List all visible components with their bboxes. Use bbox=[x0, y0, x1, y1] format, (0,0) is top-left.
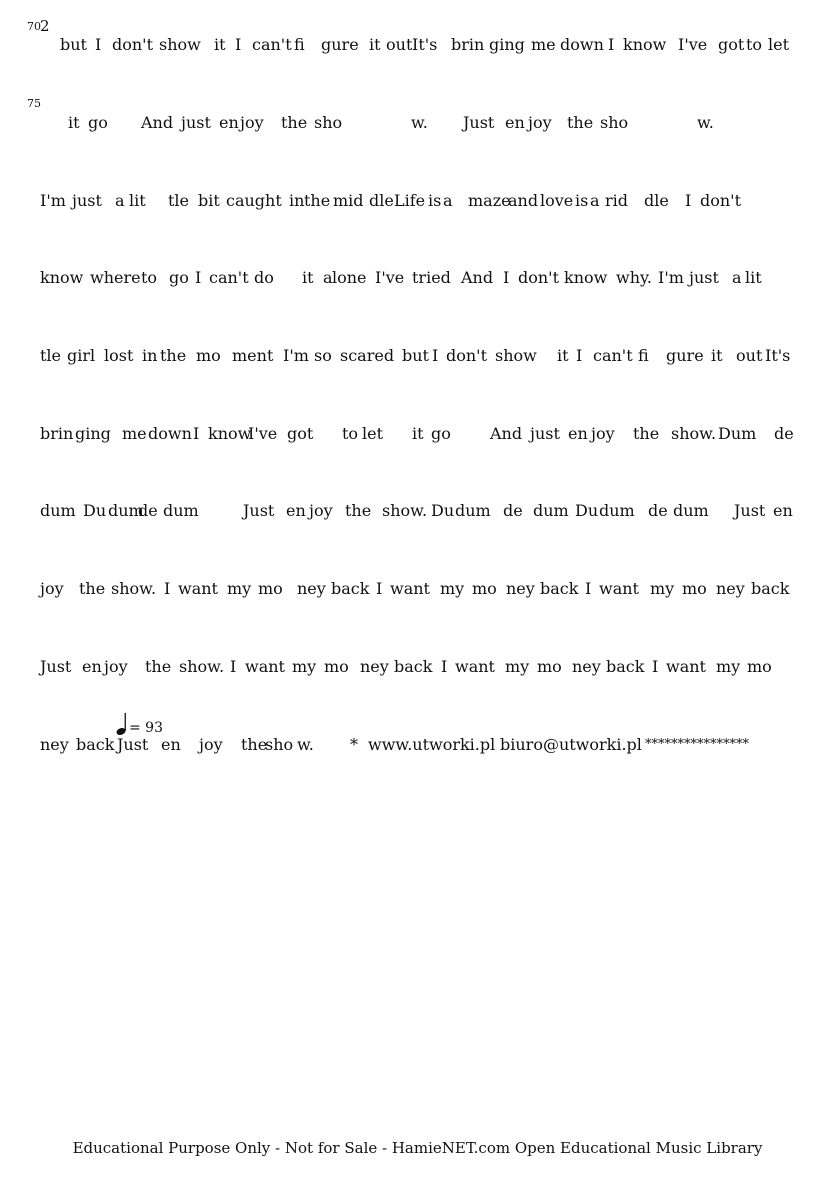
lyric-syllable: sho bbox=[314, 113, 343, 132]
tempo-value: = 93 bbox=[129, 720, 163, 736]
lyric-syllable: got bbox=[718, 35, 745, 54]
lyric-syllable: ney bbox=[360, 657, 389, 676]
lyric-syllable: just bbox=[181, 113, 211, 132]
lyric-syllable: a bbox=[732, 268, 742, 287]
lyric-syllable: Just bbox=[117, 735, 149, 754]
lyric-syllable: a bbox=[443, 191, 453, 210]
lyric-syllable: en bbox=[286, 501, 306, 520]
lyric-syllable: want bbox=[245, 657, 285, 676]
lyric-syllable: de bbox=[774, 424, 794, 443]
lyric-syllable: just bbox=[530, 424, 560, 443]
lyric-syllable: I bbox=[376, 579, 383, 598]
lyric-syllable: down bbox=[560, 35, 604, 54]
lyric-syllable: know bbox=[208, 424, 252, 443]
lyric-syllable: lit bbox=[745, 268, 762, 287]
lyric-syllable: w. bbox=[411, 113, 428, 132]
lyric-syllable: it bbox=[214, 35, 226, 54]
lyric-syllable: Du bbox=[431, 501, 455, 520]
lyric-syllable: I bbox=[432, 346, 439, 365]
lyric-syllable: I'm bbox=[283, 346, 309, 365]
lyric-syllable: mo bbox=[472, 579, 497, 598]
lyric-syllable: the bbox=[345, 501, 372, 520]
lyric-syllable: it bbox=[68, 113, 80, 132]
lyric-syllable: my bbox=[650, 579, 675, 598]
measure-number: 75 bbox=[27, 97, 41, 110]
lyric-syllable: joy bbox=[591, 424, 615, 443]
lyric-syllable: brin bbox=[40, 424, 74, 443]
lyric-syllable: want bbox=[455, 657, 495, 676]
lyric-syllable: **************** bbox=[645, 737, 749, 752]
lyric-syllable: back bbox=[331, 579, 370, 598]
lyric-syllable: just bbox=[689, 268, 719, 287]
lyric-syllable: lone bbox=[332, 268, 367, 287]
lyric-syllable: Du bbox=[575, 501, 599, 520]
lyric-syllable: It's bbox=[765, 346, 791, 365]
lyric-syllable: joy bbox=[240, 113, 264, 132]
lyric-syllable: w. bbox=[297, 735, 314, 754]
lyric-syllable: a bbox=[590, 191, 600, 210]
lyric-syllable: to bbox=[342, 424, 359, 443]
lyric-syllable: Life bbox=[394, 191, 426, 210]
lyric-syllable: I bbox=[585, 579, 592, 598]
lyric-syllable: ging bbox=[489, 35, 525, 54]
lyric-syllable: de bbox=[138, 501, 158, 520]
lyric-syllable: I bbox=[164, 579, 171, 598]
lyric-syllable: mo bbox=[258, 579, 283, 598]
lyric-syllable: I bbox=[193, 424, 200, 443]
lyric-syllable: go bbox=[431, 424, 451, 443]
lyric-syllable: is bbox=[428, 191, 442, 210]
lyric-syllable: I bbox=[608, 35, 615, 54]
lyric-syllable: it bbox=[412, 424, 424, 443]
lyric-syllable: why. bbox=[616, 268, 652, 287]
lyric-syllable: en bbox=[219, 113, 239, 132]
tempo-marking bbox=[116, 712, 163, 736]
lyric-syllable: tried bbox=[412, 268, 451, 287]
lyric-syllable: de bbox=[648, 501, 668, 520]
lyric-syllable: scared bbox=[340, 346, 395, 365]
lyric-syllable: want bbox=[666, 657, 706, 676]
lyric-syllable: I bbox=[441, 657, 448, 676]
lyric-syllable: en bbox=[568, 424, 588, 443]
footer-notice: Educational Purpose Only - Not for Sale - HamieNET.com Open Educational Music Library bbox=[72, 1139, 763, 1157]
lyric-syllable: want bbox=[599, 579, 639, 598]
lyric-syllable: ney bbox=[297, 579, 326, 598]
measure-number: 70 bbox=[27, 20, 41, 33]
lyric-syllable: dum bbox=[455, 501, 491, 520]
lyric-syllable: ney bbox=[716, 579, 745, 598]
lyric-syllable: but bbox=[402, 346, 429, 365]
lyric-syllable: I bbox=[95, 35, 102, 54]
lyric-syllable: ney bbox=[572, 657, 601, 676]
lyric-syllable: know bbox=[40, 268, 84, 287]
lyric-syllable: me bbox=[531, 35, 556, 54]
lyric-syllable: I've bbox=[375, 268, 405, 287]
lyric-syllable: in bbox=[289, 191, 305, 210]
lyric-syllable: it bbox=[369, 35, 381, 54]
lyric-syllable: joy bbox=[309, 501, 333, 520]
lyric-syllable: back bbox=[606, 657, 645, 676]
lyric-syllable: dum bbox=[533, 501, 569, 520]
lyric-syllable: my bbox=[716, 657, 741, 676]
lyric-syllable: joy bbox=[104, 657, 128, 676]
lyric-syllable: where bbox=[90, 268, 141, 287]
lyric-syllable: got bbox=[287, 424, 314, 443]
lyric-syllable: down bbox=[148, 424, 192, 443]
lyric-syllable: ney bbox=[506, 579, 535, 598]
lyric-syllable: gure bbox=[321, 35, 359, 54]
lyric-syllable: the bbox=[145, 657, 172, 676]
lyric-syllable: And bbox=[461, 268, 494, 287]
lyric-syllable: I bbox=[652, 657, 659, 676]
lyric-syllable: joy bbox=[528, 113, 552, 132]
lyric-syllable: my bbox=[292, 657, 317, 676]
lyric-syllable: I bbox=[503, 268, 510, 287]
lyric-syllable: ment bbox=[232, 346, 274, 365]
lyric-syllable: dum bbox=[108, 501, 144, 520]
lyric-syllable: tle bbox=[40, 346, 62, 365]
lyric-syllable: show bbox=[495, 346, 537, 365]
lyric-syllable: to bbox=[141, 268, 158, 287]
lyric-syllable: en bbox=[505, 113, 525, 132]
lyric-syllable: mo bbox=[196, 346, 221, 365]
lyric-syllable: my bbox=[505, 657, 530, 676]
lyric-syllable: it bbox=[711, 346, 723, 365]
lyric-syllable: sho bbox=[600, 113, 629, 132]
lyric-syllable: maze bbox=[468, 191, 511, 210]
lyric-syllable: out bbox=[736, 346, 763, 365]
lyric-syllable: joy bbox=[40, 579, 64, 598]
lyric-syllable: I'm bbox=[658, 268, 684, 287]
lyric-syllable: and bbox=[508, 191, 539, 210]
lyric-syllable: show. bbox=[179, 657, 225, 676]
lyric-syllable: dle bbox=[644, 191, 669, 210]
lyric-syllable: let bbox=[362, 424, 384, 443]
lyric-syllable: fi bbox=[638, 346, 649, 365]
lyric-syllable: don't bbox=[112, 35, 154, 54]
lyric-syllable: the bbox=[633, 424, 660, 443]
lyric-syllable: mo bbox=[747, 657, 772, 676]
lyric-syllable: ging bbox=[75, 424, 111, 443]
lyric-syllable: can't bbox=[593, 346, 633, 365]
lyric-syllable: can't bbox=[252, 35, 292, 54]
lyric-syllable: gure bbox=[666, 346, 704, 365]
lyric-syllable: w. bbox=[697, 113, 714, 132]
lyric-syllable: joy bbox=[199, 735, 223, 754]
lyric-syllable: want bbox=[178, 579, 218, 598]
lyric-syllable: Dum bbox=[718, 424, 757, 443]
lyric-syllable: I've bbox=[248, 424, 278, 443]
lyric-syllable: And bbox=[141, 113, 174, 132]
lyric-syllable: girl bbox=[67, 346, 96, 365]
lyric-syllable: the bbox=[160, 346, 187, 365]
lyric-syllable: dum bbox=[599, 501, 635, 520]
lyric-syllable: en bbox=[82, 657, 102, 676]
lyric-syllable: want bbox=[390, 579, 430, 598]
lyric-syllable: Just bbox=[463, 113, 495, 132]
lyric-syllable: it bbox=[557, 346, 569, 365]
lyric-syllable: a bbox=[115, 191, 125, 210]
lyric-syllable: don't bbox=[700, 191, 742, 210]
lyric-syllable: bit bbox=[198, 191, 220, 210]
lyric-syllable: mo bbox=[537, 657, 562, 676]
lyric-syllable: back bbox=[394, 657, 433, 676]
lyric-syllable: mid bbox=[333, 191, 364, 210]
lyric-syllable: show. bbox=[671, 424, 717, 443]
lyric-syllable: back bbox=[751, 579, 790, 598]
lyric-syllable: can't bbox=[209, 268, 249, 287]
lyric-syllable: dum bbox=[40, 501, 76, 520]
lyric-syllable: It's bbox=[412, 35, 438, 54]
lyric-syllable: to bbox=[746, 35, 763, 54]
lyric-syllable: know bbox=[623, 35, 667, 54]
lyric-syllable: let bbox=[768, 35, 790, 54]
lyric-syllable: love bbox=[540, 191, 574, 210]
lyric-syllable: do bbox=[254, 268, 274, 287]
lyric-syllable: back bbox=[540, 579, 579, 598]
lyric-syllable: rid bbox=[605, 191, 629, 210]
lyric-syllable: I bbox=[576, 346, 583, 365]
lyric-syllable: go bbox=[169, 268, 189, 287]
lyric-syllable: show. bbox=[382, 501, 428, 520]
lyric-syllable: mo bbox=[324, 657, 349, 676]
lyric-syllable: go bbox=[88, 113, 108, 132]
lyric-syllable: me bbox=[122, 424, 147, 443]
lyric-syllable: back bbox=[76, 735, 115, 754]
lyric-syllable: * bbox=[350, 735, 358, 754]
lyric-syllable: biuro@utworki.pl bbox=[500, 735, 642, 754]
lyric-syllable: just bbox=[72, 191, 102, 210]
quarter-note-icon bbox=[116, 712, 128, 736]
lyric-syllable: fi bbox=[294, 35, 305, 54]
lyric-syllable: show bbox=[159, 35, 201, 54]
lyric-syllable: Just bbox=[734, 501, 766, 520]
lyric-syllable: show. bbox=[111, 579, 157, 598]
lyric-syllable: but bbox=[60, 35, 87, 54]
lyric-syllable: in bbox=[142, 346, 158, 365]
lyric-syllable: I bbox=[685, 191, 692, 210]
lyric-syllable: mo bbox=[682, 579, 707, 598]
lyric-syllable: en bbox=[773, 501, 793, 520]
lyric-syllable: so bbox=[314, 346, 332, 365]
lyric-syllable: don't bbox=[446, 346, 488, 365]
lyric-syllable: my bbox=[227, 579, 252, 598]
lyric-syllable: ney bbox=[40, 735, 69, 754]
lyric-syllable: lit bbox=[129, 191, 146, 210]
lyric-syllable: lost bbox=[104, 346, 134, 365]
lyric-syllable: Just bbox=[40, 657, 72, 676]
lyric-syllable: caught bbox=[226, 191, 282, 210]
lyric-syllable: en bbox=[161, 735, 181, 754]
lyric-syllable: is bbox=[575, 191, 589, 210]
lyric-syllable: dum bbox=[673, 501, 709, 520]
lyric-syllable: the bbox=[567, 113, 594, 132]
lyric-syllable: know bbox=[564, 268, 608, 287]
lyric-syllable: www.utworki.pl bbox=[368, 735, 496, 754]
lyric-syllable: Just bbox=[243, 501, 275, 520]
lyric-syllable: dum bbox=[163, 501, 199, 520]
lyric-syllable: sho bbox=[265, 735, 294, 754]
lyric-syllable: a bbox=[323, 268, 333, 287]
lyric-syllable: And bbox=[490, 424, 523, 443]
lyric-syllable: tle bbox=[168, 191, 190, 210]
page-number: 2 bbox=[40, 17, 50, 35]
lyric-syllable: my bbox=[440, 579, 465, 598]
lyric-syllable: Du bbox=[83, 501, 107, 520]
lyric-syllable: dle bbox=[369, 191, 394, 210]
lyric-syllable: the bbox=[281, 113, 308, 132]
lyric-syllable: the bbox=[79, 579, 106, 598]
lyric-syllable: the bbox=[241, 735, 268, 754]
lyric-syllable: brin bbox=[451, 35, 485, 54]
lyric-syllable: I bbox=[235, 35, 242, 54]
lyric-syllable: out bbox=[386, 35, 413, 54]
lyric-syllable: I bbox=[230, 657, 237, 676]
lyric-syllable: I bbox=[195, 268, 202, 287]
lyric-syllable: don't bbox=[518, 268, 560, 287]
lyric-syllable: I'm bbox=[40, 191, 66, 210]
lyric-syllable: it bbox=[302, 268, 314, 287]
lyric-syllable: de bbox=[503, 501, 523, 520]
lyric-syllable: I've bbox=[678, 35, 708, 54]
lyric-syllable: the bbox=[304, 191, 331, 210]
